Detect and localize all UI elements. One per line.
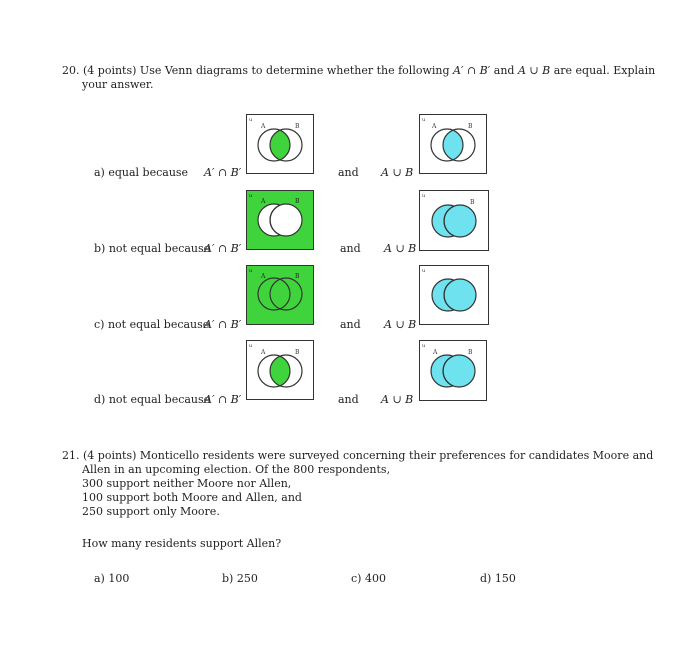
option-b-expr1: A′ ∩ B′ [204,242,242,255]
q21-line4: 100 support both Moore and Allen, and [82,491,302,504]
option-a-expr2: A ∪ B [381,166,414,179]
q20-line1-prefix: Use Venn diagrams to determine whether the following [139,64,450,77]
q20-expr1: A′ ∩ B′ [453,64,491,77]
option-b-and: and [340,242,361,255]
venn-b-right-label-b: B [470,199,475,206]
venn-c-left-label-a: A [261,273,266,280]
venn-b-left-u: u [249,193,253,199]
venn-a-complement-intersection [246,114,314,174]
q21-choice-a[interactable]: a) 100 [94,572,130,585]
venn-b-left-label-a: A [261,198,266,205]
q21-choice-c[interactable]: c) 400 [351,572,386,585]
venn-a-union [419,114,487,174]
q21-prompt [62,449,653,551]
q20-line1-suffix: are equal. Explain [553,64,656,77]
venn-c-right-u: u [422,268,426,274]
venn-d-left-u: u [249,343,253,349]
q21-line2: Allen in an upcoming election. Of the 800 respondents, [82,463,391,476]
q21-choice-b[interactable]: b) 250 [222,572,258,585]
q21-number: 21. [62,449,80,462]
venn-c-left-u: u [249,268,253,274]
q21-question: How many residents support Allen? [82,537,282,550]
q21-line3: 300 support neither Moore nor Allen, [82,477,292,490]
option-d-expr2: A ∪ B [381,393,414,406]
q20-line2: your answer. [82,78,154,91]
q21-line1: Monticello residents were surveyed concerning their preferences for candidates Moore and [139,449,654,462]
option-a-and: and [338,166,359,179]
q21-line5: 250 support only Moore. [82,505,220,518]
venn-a-left-u: u [249,117,253,123]
option-b-expr2: A ∪ B [384,242,417,255]
option-b-label[interactable]: b) not equal because [94,242,211,255]
q21-choice-d[interactable]: d) 150 [480,572,516,585]
option-a-label[interactable]: a) equal because [94,166,189,179]
venn-c-complement-intersection [246,265,314,325]
venn-a-left-label-b: B [295,123,300,130]
q20-prompt [62,64,655,92]
option-a-expr1: A′ ∩ B′ [204,166,242,179]
option-c-label[interactable]: c) not equal because [94,318,210,331]
option-d-label[interactable]: d) not equal because [94,393,211,406]
q20-points: (4 points) [83,64,137,77]
venn-b-union [419,190,489,251]
venn-b-left-label-b: B [295,198,300,205]
q20-number: 20. [62,64,80,77]
q21-points: (4 points) [83,449,137,462]
option-d-expr1: A′ ∩ B′ [204,393,242,406]
option-c-and: and [340,318,361,331]
option-d-and: and [338,393,359,406]
q20-conj: and [493,64,515,77]
venn-d-complement-intersection [246,340,314,400]
option-c-expr2: A ∪ B [384,318,417,331]
venn-d-left-label-a: A [261,349,266,356]
venn-b-complement-intersection [246,190,314,250]
venn-c-union [419,265,489,325]
option-c-expr1: A′ ∩ B′ [204,318,242,331]
venn-d-right-u: u [422,343,426,349]
venn-d-right-label-b: B [468,349,473,356]
venn-a-right-label-b: B [468,123,473,130]
venn-a-left-label-a: A [261,123,266,130]
venn-b-right-u: u [422,193,426,199]
venn-c-left-label-b: B [295,273,300,280]
venn-a-right-u: u [422,117,426,123]
venn-d-right-label-a: A [433,349,438,356]
venn-d-left-label-b: B [295,349,300,356]
venn-d-union [419,340,487,401]
venn-a-right-label-a: A [432,123,437,130]
q20-expr2: A ∪ B [517,64,551,77]
